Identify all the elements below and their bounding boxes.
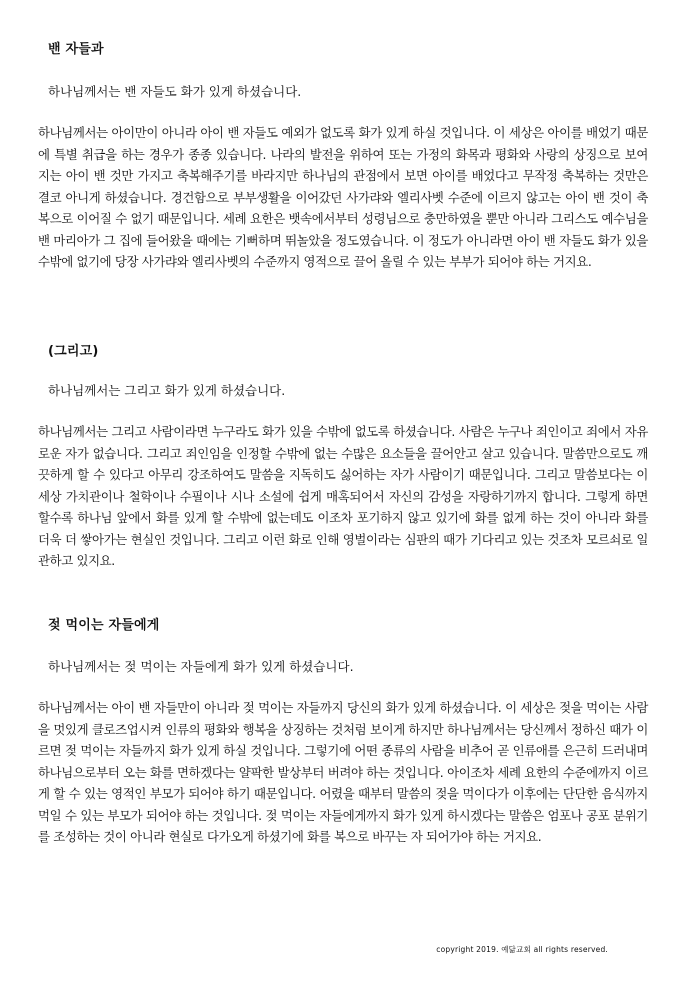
section-summary-nursing: 하나님께서는 젖 먹이는 자들에게 화가 있게 하셨습니다. <box>48 659 354 674</box>
section-summary-and: 하나님께서는 그리고 화가 있게 하셨습니다. <box>48 383 286 398</box>
section-summary-pregnant: 하나님께서는 밴 자들도 화가 있게 하셨습니다. <box>48 84 302 99</box>
copyright-footer: copyright 2019. 예닮교회 all rights reserved. <box>436 945 608 954</box>
section-body-pregnant: 하나님께서는 아이만이 아니라 아이 밴 자들도 예외가 없도록 화가 있게 하실 것입니다. 이 세상은 아이를 배었기 때문에 특별 취급을 하는 경우가 종종 있습니다. 나라의 발전을 위하여 또는 가정의 화목과 평화와 사랑의 상징으로 보여 지는 아이 밴 것만 가지고 축복해주기를 바라지만 하나님의 관점에서 보면 아이를 배었다고 무작정 축복하는 것만은 결코 아니게 하셨습니다. 경건함으로 부부생활을 이어갔던 사가랴와 엘리사벳 수준에 이르지 않고는 아이 밴 것이 축복으로 이어질 수 없기 때문입니다. 세례 요한은 뱃속에서부터 성령님으로 충만하였을 뿐만 아니라 그리스도 예수님을 밴 마리아가 그 집에 들어왔을 때에는 기뻐하며 뛰놀았을 정도였습니다. 이 정도가 아니라면 아이 밴 자들도 화가 있을 수밖에 없기에 당장 사가랴와 엘리사벳의 수준까지 영적으로 끌어 올릴 수 있는 부부가 되어야 하는 거지요. <box>38 125 648 269</box>
section-heading-pregnant: 밴 자들과 <box>48 42 104 57</box>
section-heading-and: (그리고) <box>48 344 99 359</box>
section-body-and: 하나님께서는 그리고 사람이라면 누구라도 화가 있을 수밖에 없도록 하셨습니다. 사람은 누구나 죄인이고 죄에서 자유로운 자가 없습니다. 그리고 죄인임을 인정할 수밖에 없는 수많은 요소들을 끌어안고 살고 있습니다. 말씀만으로도 깨끗하게 할 수 있다고 아무리 강조하여도 말씀을 지독히도 싫어하는 자가 사람이기 때문입니다. 그리고 말씀보다는 이 세상 가치관이나 철학이나 수필이나 시나 소설에 쉽게 매혹되어서 자신의 감성을 자랑하기까지 합니다. 그렇게 하면 할수록 하나님 앞에서 화를 있게 할 수밖에 없는데도 이조차 포기하지 않고 있기에 화를 없게 하는 것이 아니라 화를 더욱 더 쌓아가는 현실인 것입니다. 그리고 이런 화로 인해 영벌이라는 심판의 때가 기다리고 있는 것조차 모르쇠로 일관하고 있지요. <box>38 424 648 568</box>
section-heading-nursing: 젖 먹이는 자들에게 <box>48 618 160 633</box>
section-body-nursing: 하나님께서는 아이 밴 자들만이 아니라 젖 먹이는 자들까지 당신의 화가 있게 하셨습니다. 이 세상은 젖을 먹이는 사람을 멋있게 클로즈업시켜 인류의 평화와 행복을 상징하는 것처럼 보이게 하지만 하나님께서는 당신께서 정하신 때가 이르면 젖 먹이는 자들까지 화가 있게 하실 것입니다. 그렇기에 어떤 종류의 사람을 비추어 곧 인류애를 은근히 드러내며 하나님으로부터 오는 화를 면하겠다는 얄팍한 발상부터 버려야 하는 것입니다. 아이조차 세례 요한의 수준에까지 이르게 할 수 있는 영적인 부모가 되어야 하기 때문입니다. 어렸을 때부터 말씀의 젖을 먹이다가 이후에는 단단한 음식까지 먹일 수 있는 부모가 되어야 하는 것입니다. 젖 먹이는 자들에게까지 화가 있게 하시겠다는 말씀은 엄포나 공포 분위기를 조성하는 것이 아니라 현실로 다가오게 하셨기에 화를 복으로 바꾸는 자 되어가야 하는 거지요. <box>38 700 648 844</box>
